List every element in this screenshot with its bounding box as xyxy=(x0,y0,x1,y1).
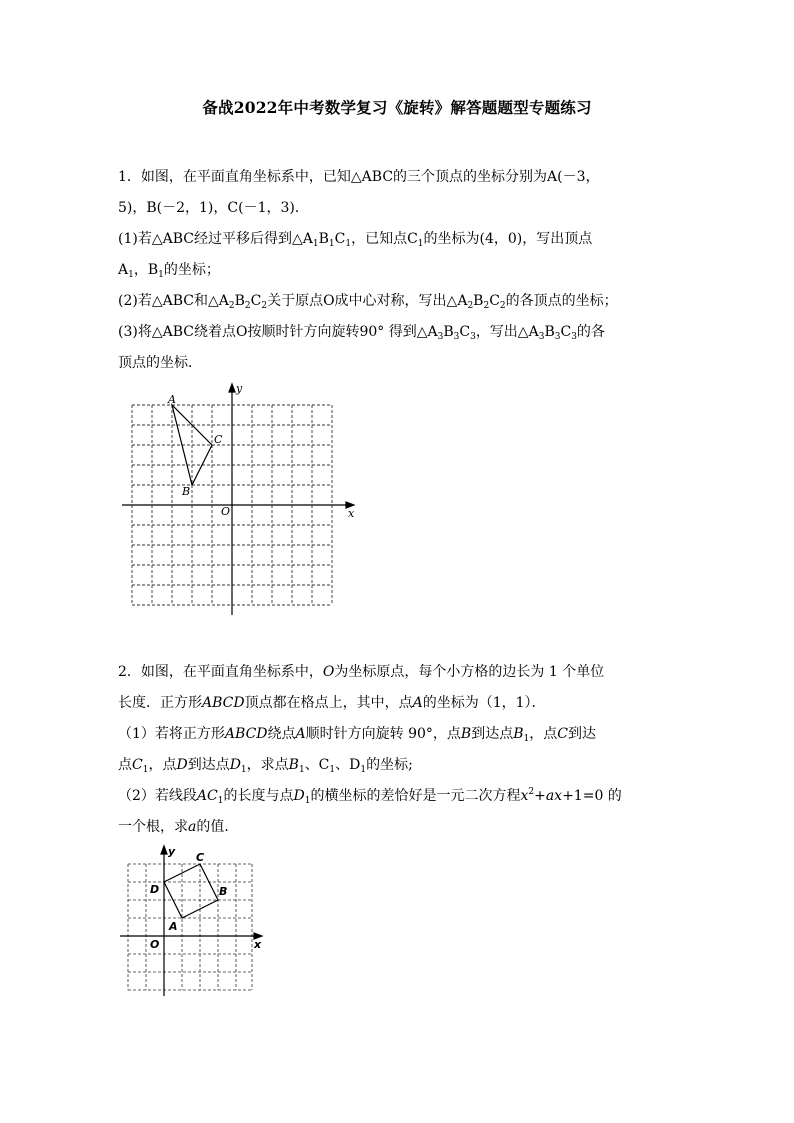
q1-figure xyxy=(120,380,360,620)
label-a: A xyxy=(169,920,178,933)
label-x-axis: x xyxy=(348,507,355,520)
label-x-axis: x xyxy=(254,938,262,951)
q2-line-3: （1）若将正方形ABCD绕点A顺时针方向旋转 90°，点B到达点$B_1$，点C到达 xyxy=(118,726,596,744)
q1-line-5: (2)若△ABC和$\triangle A_2B_2C_2$关于原点O成中心对称，写出$\triangle A_2B_2C_2$的各顶点的坐标； xyxy=(118,293,618,311)
q1-coordinate-grid xyxy=(120,380,360,620)
q1-line-1: 1．如图，在平面直角坐标系中，已知△ABC的三个顶点的坐标分别为A(－3， xyxy=(118,169,600,185)
q2-coordinate-grid xyxy=(118,844,270,1000)
q2-line-5: （2）若线段$AC_1$的长度与点$D_1$的横坐标的差恰好是一元二次方程$x^2+ax+1=0$ 的 xyxy=(118,787,622,806)
y-axis-arrow-icon xyxy=(229,384,235,392)
q2-line-6: 一个根，求a的值． xyxy=(118,819,239,835)
label-origin: O xyxy=(221,505,231,518)
square-abcd xyxy=(164,864,218,918)
q2-grid-lines xyxy=(128,864,252,990)
q1-line-7: 顶点的坐标． xyxy=(118,355,202,371)
q2-figure xyxy=(118,844,270,1000)
label-b: B xyxy=(219,885,228,898)
label-c: C xyxy=(214,433,223,446)
q2-line-1: 2．如图，在平面直角坐标系中，O为坐标原点，每个小方格的边长为 1 个单位 xyxy=(118,664,605,680)
q1-line-3: (1)若△ABC经过平移后得到$\triangle A_1B_1C_1$，已知点$C_1$的坐标为(4，0)，写出顶点 xyxy=(118,231,593,249)
q2-line-2: 长度．正方形ABCD顶点都在格点上，其中，点A的坐标为（1，1）． xyxy=(118,695,546,711)
q1-line-4: $A_1$，$B_1$的坐标； xyxy=(118,262,220,280)
label-c: C xyxy=(196,851,205,864)
q1-line-2: 5)，B(－2，1)，C(－1，3)． xyxy=(118,200,309,216)
y-axis-arrow-icon xyxy=(161,846,167,854)
label-origin: O xyxy=(150,938,160,951)
label-d: D xyxy=(150,883,160,896)
q2-line-4: 点$C_1$，点D到达点$D_1$，求点$B_1$、$C_1$、$D_1$的坐标; xyxy=(118,757,413,775)
q1-line-6: (3)将△ABC绕着点O按顺时针方向旋转90° 得到$\triangle A_3B_3C_3$，写出$\triangle A_3B_3C_3$的各 xyxy=(118,324,605,342)
q1-axes xyxy=(122,384,354,615)
label-b: B xyxy=(182,485,191,498)
label-y-axis: y xyxy=(168,845,176,858)
page-title: 备战2022年中考数学复习《旋转》解答题题型专题练习 xyxy=(202,98,592,117)
label-a: A xyxy=(168,393,176,406)
label-y-axis: y xyxy=(236,382,243,395)
